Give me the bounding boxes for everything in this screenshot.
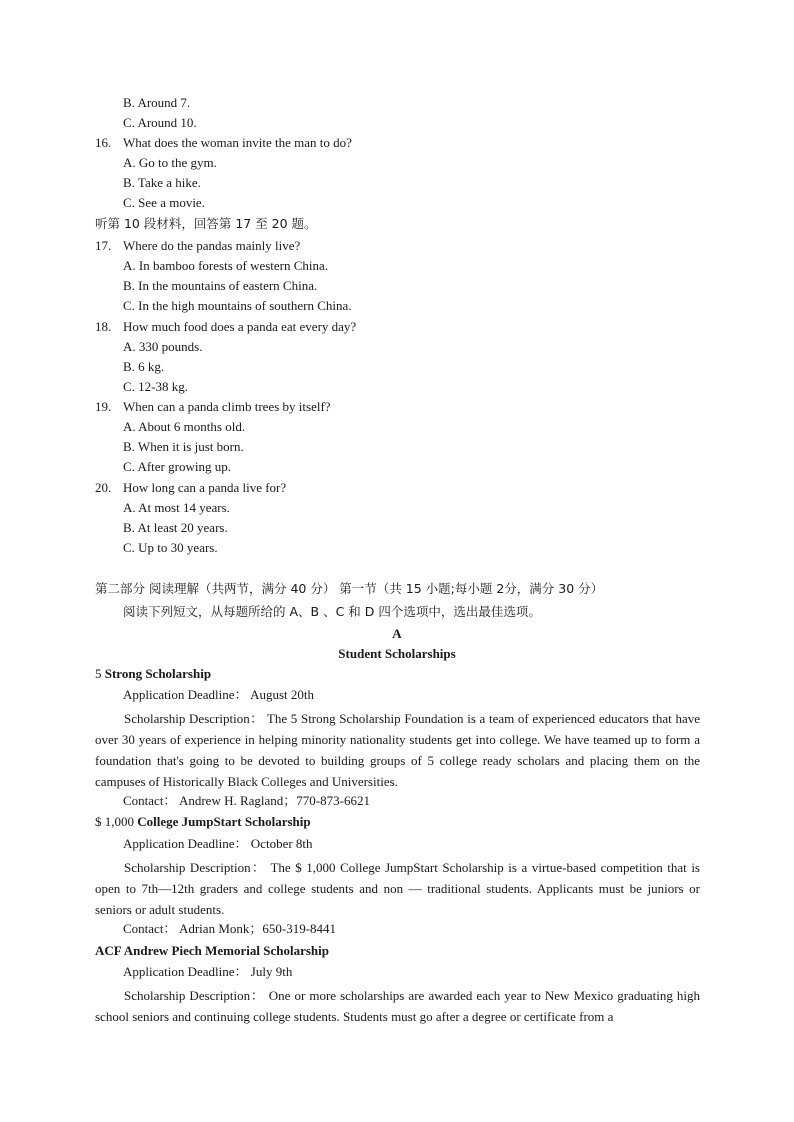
question-text: How much food does a panda eat every day? [123, 319, 357, 334]
scholarship-name-bold: Strong Scholarship [104, 666, 212, 681]
part2-heading: 第二部分 阅读理解（共两节，满分 40 分） 第一节（共 15 小题;每小题 2分，满分 30 分） [95, 581, 604, 596]
option-a: A. At most 14 years. [123, 500, 230, 515]
option-a: A. In bamboo forests of western China. [123, 258, 329, 273]
scholarship-description: Scholarship Description： The 5 Strong Scholarship Foundation is a team of experienced educators that have over 30 years of experience in helping minority nationality students get into college. We have teamed up to form a foundation that's going to be devoted to building groups of 5 college ready scholars and placing them on the campuses of Historically Black Colleges and Universities. [95, 711, 700, 789]
q15-option-b: B. Around 7. [123, 95, 191, 110]
option-c: C. After growing up. [123, 459, 231, 474]
passage-title: Student Scholarships [338, 646, 456, 661]
question-number: 18. [95, 319, 112, 334]
scholarship-name-prefix: $ 1,000 [95, 814, 138, 829]
option-b: B. In the mountains of eastern China. [123, 278, 318, 293]
option-c: C. 12-38 kg. [123, 379, 188, 394]
option-a: A. About 6 months old. [123, 419, 246, 434]
option-b: B. 6 kg. [123, 359, 165, 374]
option-b: B. When it is just born. [123, 439, 244, 454]
option-a: A. Go to the gym. [123, 155, 217, 170]
option-c: C. Up to 30 years. [123, 540, 218, 555]
scholarship-contact: Contact： Adrian Monk；650-319-8441 [123, 921, 337, 936]
scholarship-name [95, 814, 311, 830]
option-c: C. See a movie. [123, 195, 205, 210]
scholarship-description: Scholarship Description： The $ 1,000 College JumpStart Scholarship is a virtue-based competition that is open to 7th—12th graders and college students and non — traditional students. Applicants must be juniors or seniors or adult students. [95, 860, 700, 917]
option-c: C. In the high mountains of southern China. [123, 298, 352, 313]
scholarship-name-bold: College JumpStart Scholarship [137, 814, 311, 829]
scholarship-name [95, 666, 211, 682]
question-text: When can a panda climb trees by itself? [123, 399, 331, 414]
scholarship-description: Scholarship Description： One or more scholarships are awarded each year to New Mexico graduating high school seniors and continuing college students. Students must go after a degree or certificate from a [95, 988, 700, 1024]
option-b: B. At least 20 years. [123, 520, 228, 535]
scholarship-contact: Contact： Andrew H. Ragland；770-873-6621 [123, 793, 370, 808]
application-deadline: Application Deadline： October 8th [123, 836, 313, 851]
scholarship-name [95, 943, 329, 959]
question-text: How long can a panda live for? [123, 480, 287, 495]
question-text: What does the woman invite the man to do? [123, 135, 352, 150]
q15-option-c: C. Around 10. [123, 115, 197, 130]
option-a: A. 330 pounds. [123, 339, 203, 354]
application-deadline: Application Deadline： August 20th [123, 687, 315, 702]
question-number: 17. [95, 238, 112, 253]
question-number: 20. [95, 480, 112, 495]
part2-instruction: 阅读下列短文，从每题所给的 A、B 、C 和 D 四个选项中，选出最佳选项。 [123, 604, 541, 619]
question-text: Where do the pandas mainly live? [123, 238, 301, 253]
option-b: B. Take a hike. [123, 175, 201, 190]
application-deadline: Application Deadline： July 9th [123, 964, 293, 979]
scholarship-name-bold: ACF Andrew Piech Memorial Scholarship [95, 943, 329, 958]
question-number: 16. [95, 135, 112, 150]
passage-letter: A [392, 626, 402, 641]
question-number: 19. [95, 399, 112, 414]
scholarship-name-prefix: 5 [95, 666, 105, 681]
section-instruction: 听第 10 段材料，回答第 17 至 20 题。 [95, 216, 317, 231]
